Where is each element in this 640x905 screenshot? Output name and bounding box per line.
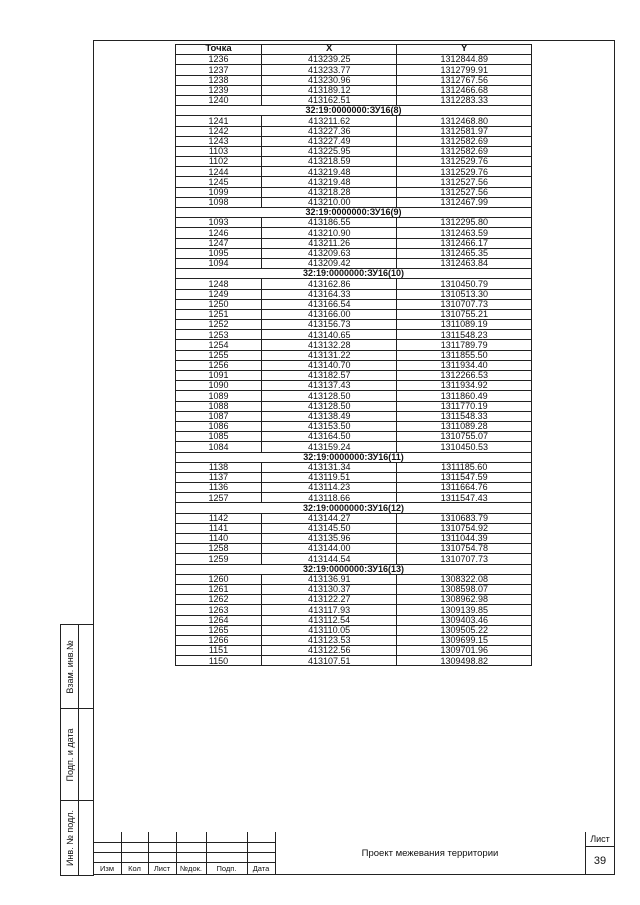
cell-y: 1312799.91 bbox=[397, 65, 532, 75]
cell-x: 413182.57 bbox=[262, 371, 397, 381]
cell-point: 1086 bbox=[176, 421, 262, 431]
table-row bbox=[176, 320, 532, 330]
cell-x: 413210.00 bbox=[262, 197, 397, 207]
table-row bbox=[176, 197, 532, 207]
table-header-row bbox=[176, 45, 532, 55]
cell-y: 1312468.80 bbox=[397, 116, 532, 126]
cell-point: 1136 bbox=[176, 483, 262, 493]
cell-y: 1310707.73 bbox=[397, 299, 532, 309]
table-row bbox=[176, 493, 532, 503]
table-row bbox=[176, 534, 532, 544]
side-stamp bbox=[60, 624, 94, 876]
cell-x: 413128.50 bbox=[262, 391, 397, 401]
cell-x: 413164.50 bbox=[262, 432, 397, 442]
table-row bbox=[176, 391, 532, 401]
table-row bbox=[176, 116, 532, 126]
cell-x: 413140.70 bbox=[262, 360, 397, 370]
side-label-sign: Подп. и дата bbox=[64, 727, 75, 782]
section-row bbox=[176, 106, 532, 116]
cell-point: 1256 bbox=[176, 360, 262, 370]
cell-y: 1309498.82 bbox=[397, 656, 532, 666]
section-row bbox=[176, 452, 532, 462]
cell-point: 1137 bbox=[176, 472, 262, 482]
cell-y: 1311789.79 bbox=[397, 340, 532, 350]
section-label: 32:19:0000000:ЗУ16(12) bbox=[176, 503, 532, 513]
table-row bbox=[176, 289, 532, 299]
cell-y: 1312527.56 bbox=[397, 187, 532, 197]
table-row bbox=[176, 228, 532, 238]
cell-y: 1312295.80 bbox=[397, 218, 532, 228]
side-cell-inv bbox=[61, 801, 93, 875]
cell-y: 1312527.56 bbox=[397, 177, 532, 187]
sheet-label: Лист bbox=[590, 834, 610, 844]
section-label: 32:19:0000000:ЗУ16(8) bbox=[176, 106, 532, 116]
cell-x: 413209.42 bbox=[262, 258, 397, 268]
cell-y: 1308598.07 bbox=[397, 584, 532, 594]
cell-x: 413218.59 bbox=[262, 157, 397, 167]
table-row bbox=[176, 595, 532, 605]
cell-point: 1239 bbox=[176, 85, 262, 95]
cell-point: 1246 bbox=[176, 228, 262, 238]
stamp-col-date: Дата bbox=[252, 864, 270, 873]
cell-point: 1099 bbox=[176, 187, 262, 197]
cell-y: 1310754.78 bbox=[397, 544, 532, 554]
cell-x: 413166.00 bbox=[262, 309, 397, 319]
cell-x: 413131.34 bbox=[262, 462, 397, 472]
table-row bbox=[176, 218, 532, 228]
cell-x: 413130.37 bbox=[262, 584, 397, 594]
cell-y: 1312463.59 bbox=[397, 228, 532, 238]
cell-x: 413144.00 bbox=[262, 544, 397, 554]
cell-x: 413162.86 bbox=[262, 279, 397, 289]
cell-x: 413137.43 bbox=[262, 381, 397, 391]
cell-x: 413112.54 bbox=[262, 615, 397, 625]
cell-point: 1254 bbox=[176, 340, 262, 350]
table-row bbox=[176, 605, 532, 615]
table-row bbox=[176, 523, 532, 533]
cell-point: 1140 bbox=[176, 534, 262, 544]
cell-y: 1312465.35 bbox=[397, 248, 532, 258]
cell-y: 1310707.73 bbox=[397, 554, 532, 564]
table-row bbox=[176, 411, 532, 421]
cell-point: 1142 bbox=[176, 513, 262, 523]
cell-x: 413218.28 bbox=[262, 187, 397, 197]
table-row bbox=[176, 360, 532, 370]
table-row bbox=[176, 258, 532, 268]
cell-y: 1309699.15 bbox=[397, 635, 532, 645]
table-row bbox=[176, 146, 532, 156]
cell-y: 1310513.30 bbox=[397, 289, 532, 299]
table-row bbox=[176, 187, 532, 197]
table-body bbox=[176, 55, 532, 666]
cell-y: 1309139.85 bbox=[397, 605, 532, 615]
cell-y: 1312844.89 bbox=[397, 55, 532, 65]
stamp-col-list: Лист bbox=[153, 864, 171, 873]
cell-point: 1253 bbox=[176, 330, 262, 340]
table-row bbox=[176, 340, 532, 350]
table-row bbox=[176, 350, 532, 360]
cell-x: 413122.56 bbox=[262, 646, 397, 656]
cell-point: 1241 bbox=[176, 116, 262, 126]
cell-x: 413128.50 bbox=[262, 401, 397, 411]
table-row bbox=[176, 309, 532, 319]
table-row bbox=[176, 177, 532, 187]
table-row bbox=[176, 330, 532, 340]
cell-y: 1312466.68 bbox=[397, 85, 532, 95]
side-cell-sign bbox=[61, 709, 93, 801]
cell-x: 413153.50 bbox=[262, 421, 397, 431]
cell-x: 413138.49 bbox=[262, 411, 397, 421]
cell-x: 413225.95 bbox=[262, 146, 397, 156]
cell-y: 1309505.22 bbox=[397, 625, 532, 635]
coordinates-table bbox=[175, 44, 532, 666]
table-row bbox=[176, 574, 532, 584]
cell-x: 413186.55 bbox=[262, 218, 397, 228]
cell-point: 1243 bbox=[176, 136, 262, 146]
cell-point: 1257 bbox=[176, 493, 262, 503]
cell-x: 413132.28 bbox=[262, 340, 397, 350]
cell-x: 413239.25 bbox=[262, 55, 397, 65]
cell-point: 1264 bbox=[176, 615, 262, 625]
table-row bbox=[176, 55, 532, 65]
cell-y: 1311185.60 bbox=[397, 462, 532, 472]
cell-y: 1310450.53 bbox=[397, 442, 532, 452]
cell-point: 1089 bbox=[176, 391, 262, 401]
cell-point: 1088 bbox=[176, 401, 262, 411]
cell-point: 1266 bbox=[176, 635, 262, 645]
title-block bbox=[93, 832, 615, 875]
cell-y: 1311089.28 bbox=[397, 421, 532, 431]
cell-x: 413211.62 bbox=[262, 116, 397, 126]
cell-y: 1311089.19 bbox=[397, 320, 532, 330]
cell-x: 413145.50 bbox=[262, 523, 397, 533]
cell-point: 1244 bbox=[176, 167, 262, 177]
cell-point: 1259 bbox=[176, 554, 262, 564]
cell-y: 1310450.79 bbox=[397, 279, 532, 289]
table-row bbox=[176, 126, 532, 136]
stamp-col-izm: Изм bbox=[100, 864, 114, 873]
table-row bbox=[176, 401, 532, 411]
stamp-col-doc: №док. bbox=[180, 864, 202, 873]
cell-point: 1138 bbox=[176, 462, 262, 472]
table-row bbox=[176, 65, 532, 75]
table-row bbox=[176, 635, 532, 645]
cell-x: 413230.96 bbox=[262, 75, 397, 85]
cell-y: 1310755.07 bbox=[397, 432, 532, 442]
table-row bbox=[176, 381, 532, 391]
cell-x: 413131.22 bbox=[262, 350, 397, 360]
cell-y: 1311548.23 bbox=[397, 330, 532, 340]
sheet-number: 39 bbox=[585, 846, 615, 876]
cell-point: 1249 bbox=[176, 289, 262, 299]
side-cell-replace bbox=[61, 625, 93, 709]
cell-x: 413117.93 bbox=[262, 605, 397, 615]
cell-y: 1311934.92 bbox=[397, 381, 532, 391]
cell-y: 1309701.96 bbox=[397, 646, 532, 656]
cell-y: 1311547.43 bbox=[397, 493, 532, 503]
cell-point: 1102 bbox=[176, 157, 262, 167]
table-row bbox=[176, 238, 532, 248]
cell-point: 1247 bbox=[176, 238, 262, 248]
table-row bbox=[176, 554, 532, 564]
cell-y: 1312283.33 bbox=[397, 95, 532, 105]
cell-x: 413110.05 bbox=[262, 625, 397, 635]
cell-point: 1240 bbox=[176, 95, 262, 105]
cell-y: 1308962.98 bbox=[397, 595, 532, 605]
cell-y: 1312463.84 bbox=[397, 258, 532, 268]
cell-point: 1091 bbox=[176, 371, 262, 381]
cell-x: 413144.54 bbox=[262, 554, 397, 564]
cell-x: 413227.49 bbox=[262, 136, 397, 146]
section-label: 32:19:0000000:ЗУ16(11) bbox=[176, 452, 532, 462]
cell-x: 413107.51 bbox=[262, 656, 397, 666]
header-x: X bbox=[262, 45, 397, 55]
table-row bbox=[176, 85, 532, 95]
cell-point: 1261 bbox=[176, 584, 262, 594]
stamp-col-kol: Кол bbox=[128, 864, 141, 873]
cell-y: 1308322.08 bbox=[397, 574, 532, 584]
cell-point: 1265 bbox=[176, 625, 262, 635]
cell-y: 1309403.46 bbox=[397, 615, 532, 625]
table-row bbox=[176, 483, 532, 493]
section-row bbox=[176, 269, 532, 279]
cell-y: 1311548.33 bbox=[397, 411, 532, 421]
cell-point: 1095 bbox=[176, 248, 262, 258]
cell-point: 1238 bbox=[176, 75, 262, 85]
table-row bbox=[176, 472, 532, 482]
cell-y: 1311934.40 bbox=[397, 360, 532, 370]
cell-point: 1087 bbox=[176, 411, 262, 421]
cell-x: 413122.27 bbox=[262, 595, 397, 605]
cell-point: 1236 bbox=[176, 55, 262, 65]
side-label-replace: Взам. инв.№ bbox=[64, 639, 75, 694]
cell-point: 1262 bbox=[176, 595, 262, 605]
cell-point: 1093 bbox=[176, 218, 262, 228]
table-row bbox=[176, 656, 532, 666]
section-row bbox=[176, 503, 532, 513]
cell-x: 413162.51 bbox=[262, 95, 397, 105]
table-row bbox=[176, 584, 532, 594]
cell-y: 1312581.97 bbox=[397, 126, 532, 136]
cell-point: 1094 bbox=[176, 258, 262, 268]
cell-x: 413233.77 bbox=[262, 65, 397, 75]
cell-y: 1312466.17 bbox=[397, 238, 532, 248]
cell-y: 1311855.50 bbox=[397, 350, 532, 360]
table-row bbox=[176, 615, 532, 625]
cell-y: 1311664.76 bbox=[397, 483, 532, 493]
table-row bbox=[176, 371, 532, 381]
cell-point: 1260 bbox=[176, 574, 262, 584]
cell-point: 1250 bbox=[176, 299, 262, 309]
header-point: Точка bbox=[176, 45, 262, 55]
cell-x: 413119.51 bbox=[262, 472, 397, 482]
cell-point: 1150 bbox=[176, 656, 262, 666]
cell-x: 413140.65 bbox=[262, 330, 397, 340]
table-row bbox=[176, 157, 532, 167]
table-row bbox=[176, 625, 532, 635]
cell-y: 1312467.99 bbox=[397, 197, 532, 207]
cell-x: 413227.36 bbox=[262, 126, 397, 136]
cell-y: 1311547.59 bbox=[397, 472, 532, 482]
cell-x: 413219.48 bbox=[262, 177, 397, 187]
cell-x: 413136.91 bbox=[262, 574, 397, 584]
cell-point: 1252 bbox=[176, 320, 262, 330]
cell-y: 1312266.53 bbox=[397, 371, 532, 381]
section-row bbox=[176, 564, 532, 574]
section-label: 32:19:0000000:ЗУ16(13) bbox=[176, 564, 532, 574]
cell-x: 413219.48 bbox=[262, 167, 397, 177]
table-row bbox=[176, 167, 532, 177]
cell-x: 413144.27 bbox=[262, 513, 397, 523]
cell-y: 1310755.21 bbox=[397, 309, 532, 319]
table-row bbox=[176, 442, 532, 452]
cell-x: 413166.54 bbox=[262, 299, 397, 309]
cell-point: 1237 bbox=[176, 65, 262, 75]
cell-point: 1255 bbox=[176, 350, 262, 360]
cell-point: 1251 bbox=[176, 309, 262, 319]
table-row bbox=[176, 248, 532, 258]
cell-y: 1311044.39 bbox=[397, 534, 532, 544]
table-row bbox=[176, 544, 532, 554]
table-row bbox=[176, 646, 532, 656]
cell-x: 413209.63 bbox=[262, 248, 397, 258]
cell-x: 413189.12 bbox=[262, 85, 397, 95]
table-row bbox=[176, 75, 532, 85]
cell-point: 1248 bbox=[176, 279, 262, 289]
cell-point: 1258 bbox=[176, 544, 262, 554]
cell-x: 413118.66 bbox=[262, 493, 397, 503]
cell-point: 1263 bbox=[176, 605, 262, 615]
cell-x: 413156.73 bbox=[262, 320, 397, 330]
document-title: Проект межевания территории bbox=[361, 848, 499, 859]
table-row bbox=[176, 421, 532, 431]
table-row bbox=[176, 432, 532, 442]
section-label: 32:19:0000000:ЗУ16(9) bbox=[176, 208, 532, 218]
cell-x: 413210.90 bbox=[262, 228, 397, 238]
cell-y: 1312582.69 bbox=[397, 136, 532, 146]
cell-point: 1090 bbox=[176, 381, 262, 391]
cell-y: 1312767.56 bbox=[397, 75, 532, 85]
table-row bbox=[176, 462, 532, 472]
table-row bbox=[176, 513, 532, 523]
cell-x: 413159.24 bbox=[262, 442, 397, 452]
cell-point: 1242 bbox=[176, 126, 262, 136]
table-row bbox=[176, 136, 532, 146]
cell-point: 1141 bbox=[176, 523, 262, 533]
cell-y: 1311770.19 bbox=[397, 401, 532, 411]
cell-y: 1311860.49 bbox=[397, 391, 532, 401]
table-row bbox=[176, 95, 532, 105]
cell-y: 1310754.92 bbox=[397, 523, 532, 533]
cell-point: 1085 bbox=[176, 432, 262, 442]
cell-x: 413123.53 bbox=[262, 635, 397, 645]
cell-x: 413114.23 bbox=[262, 483, 397, 493]
table-row bbox=[176, 279, 532, 289]
cell-point: 1103 bbox=[176, 146, 262, 156]
cell-point: 1084 bbox=[176, 442, 262, 452]
header-y: Y bbox=[397, 45, 532, 55]
cell-y: 1312529.76 bbox=[397, 167, 532, 177]
stamp-col-sign: Подп. bbox=[216, 864, 237, 873]
cell-y: 1312582.69 bbox=[397, 146, 532, 156]
table-row bbox=[176, 299, 532, 309]
cell-point: 1151 bbox=[176, 646, 262, 656]
cell-point: 1245 bbox=[176, 177, 262, 187]
cell-x: 413164.33 bbox=[262, 289, 397, 299]
section-row bbox=[176, 208, 532, 218]
cell-y: 1312529.76 bbox=[397, 157, 532, 167]
section-label: 32:19:0000000:ЗУ16(10) bbox=[176, 269, 532, 279]
cell-y: 1310683.79 bbox=[397, 513, 532, 523]
cell-x: 413211.26 bbox=[262, 238, 397, 248]
cell-point: 1098 bbox=[176, 197, 262, 207]
cell-x: 413135.96 bbox=[262, 534, 397, 544]
side-label-inv: Инв. № подл. bbox=[64, 809, 75, 867]
